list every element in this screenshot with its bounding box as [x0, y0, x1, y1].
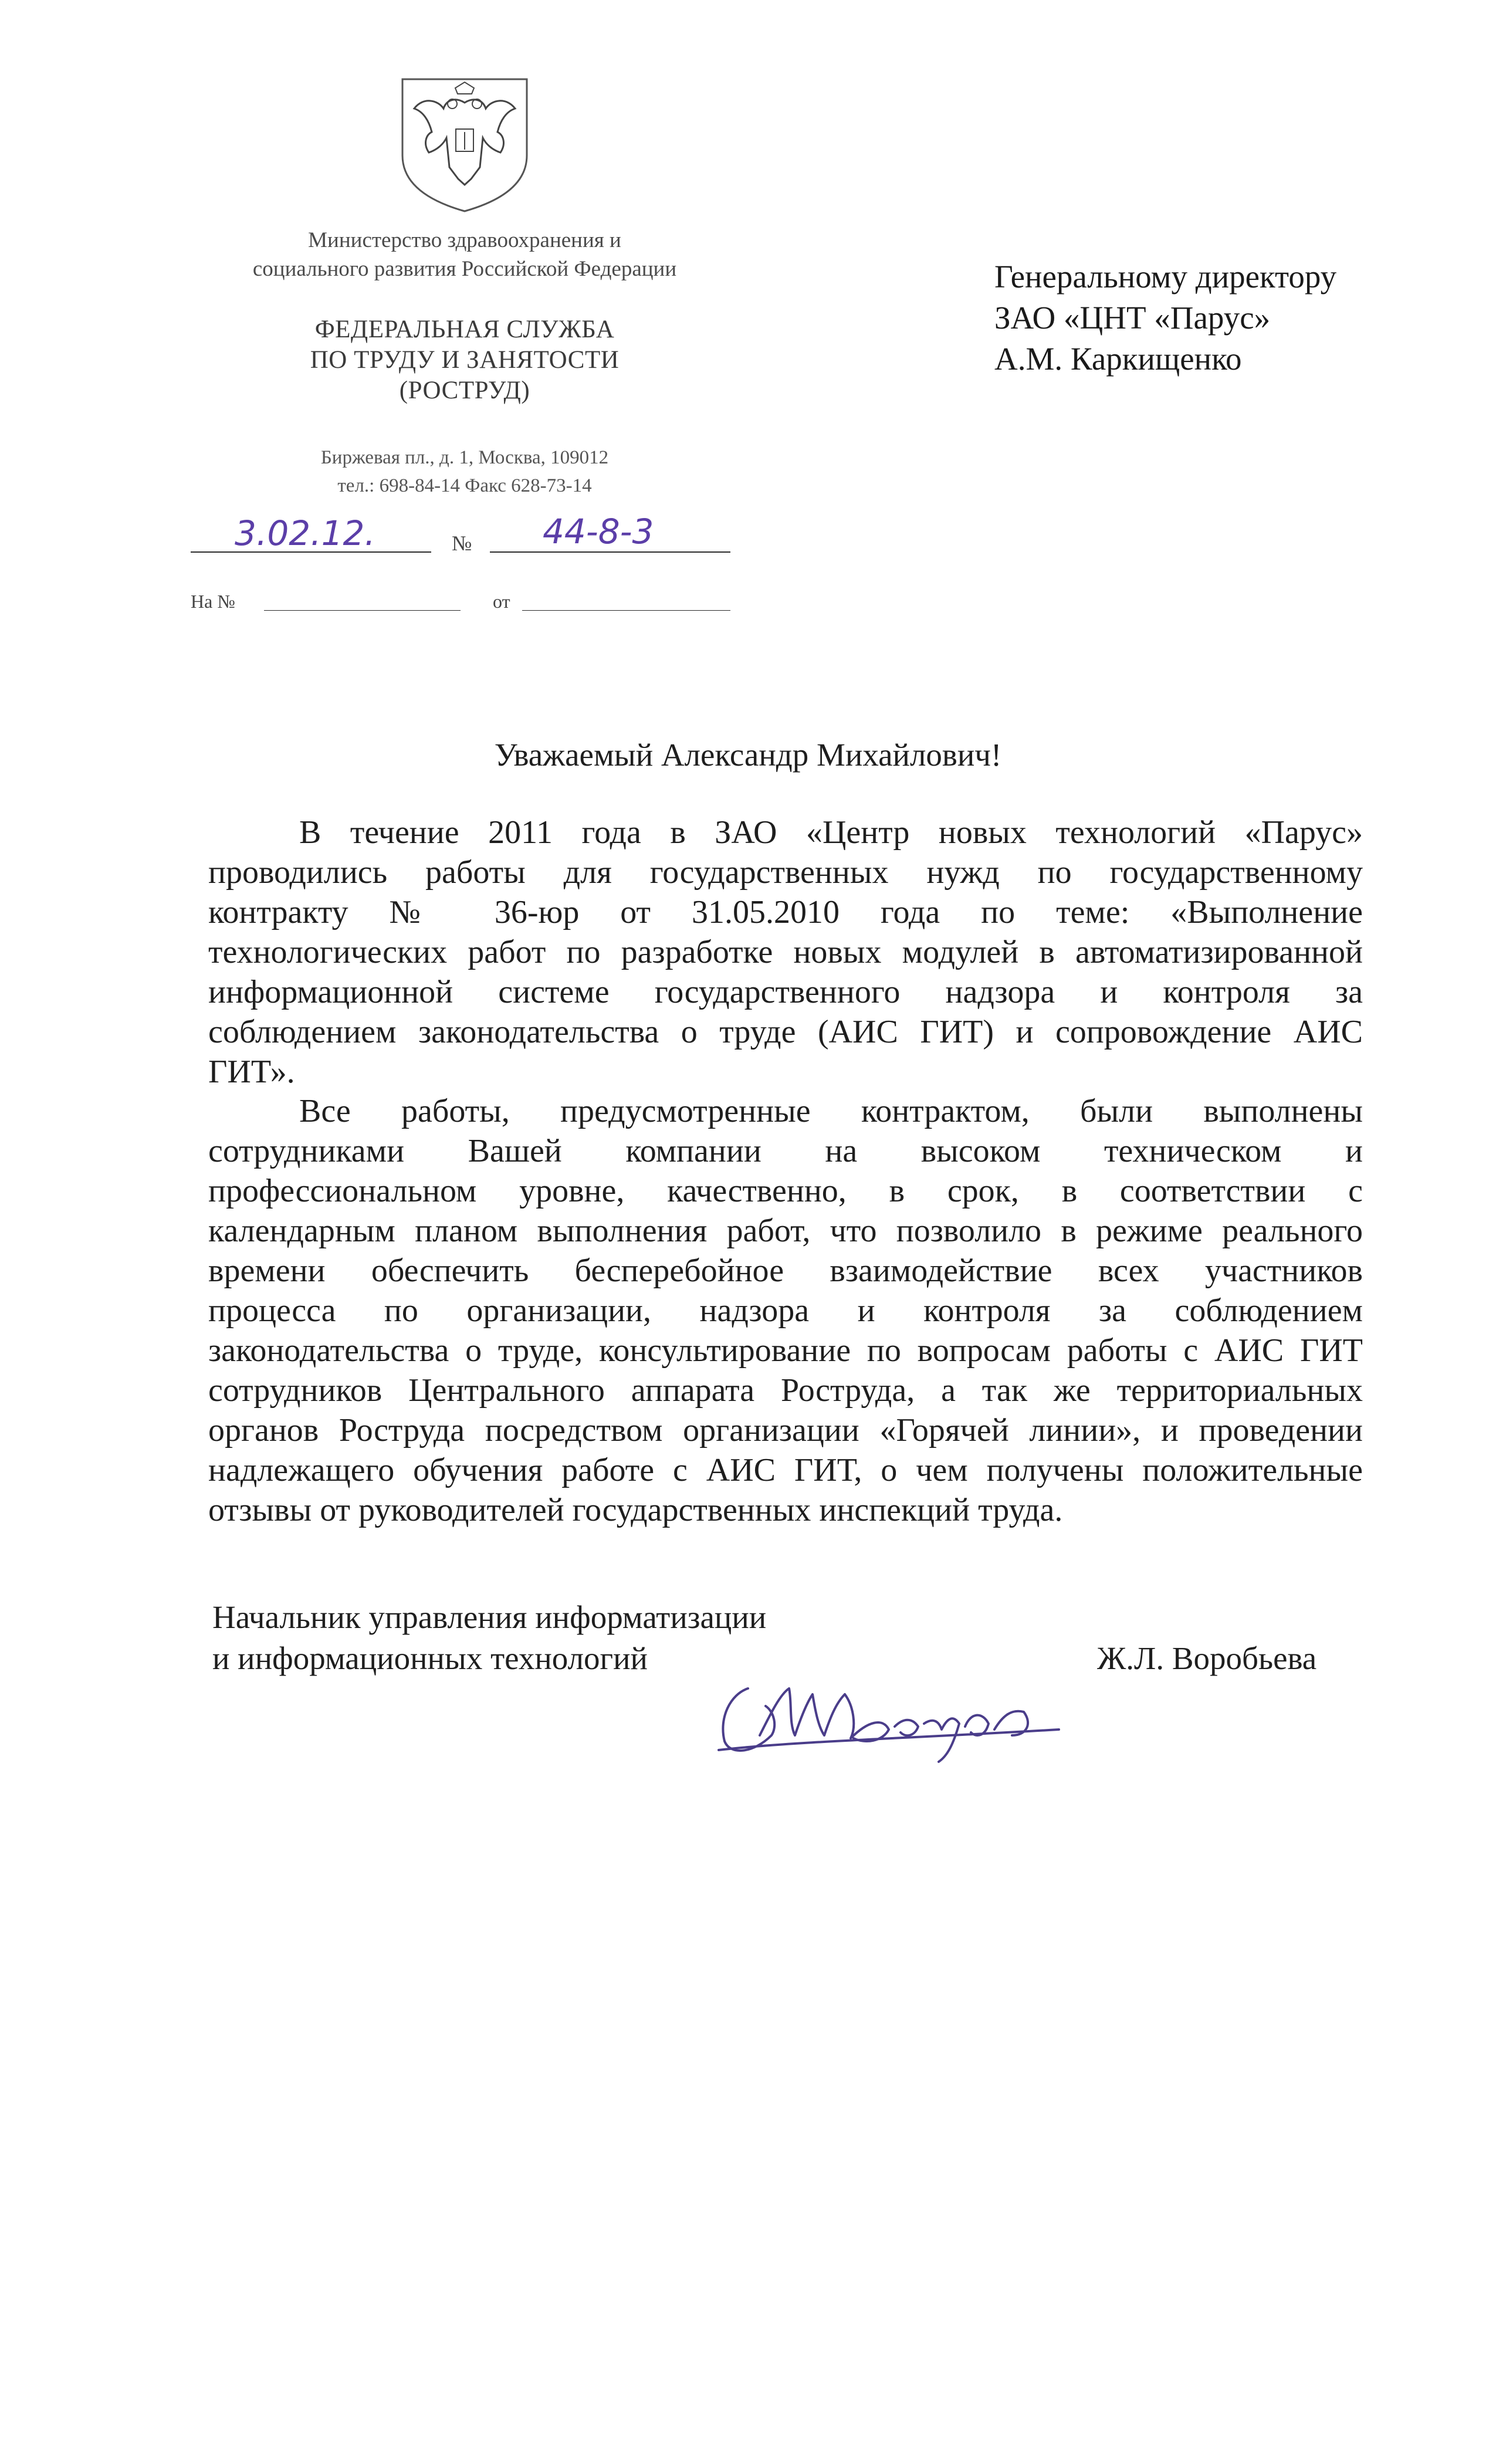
signatory-position-line-1: Начальник управления информатизации: [212, 1599, 767, 1635]
paragraph-line: законодательства о труде, консультирование по вопросам работы с АИС ГИТ: [208, 1332, 1363, 1369]
ministry-line-1: Министерство здравоохранения и: [308, 228, 621, 252]
paragraph-line: ГИТ».: [208, 1054, 295, 1090]
paragraph-line: технологических работ по разработке новых модулей в автоматизированной: [208, 934, 1363, 970]
number-label: №: [452, 532, 472, 555]
body-paragraph-1: [208, 813, 1363, 1092]
agency-line-1: ФЕДЕРАЛЬНАЯ СЛУЖБА: [314, 316, 615, 343]
ministry-line-2: социального развития Российской Федерации: [252, 257, 677, 281]
from-date-underline: [522, 610, 730, 611]
recipient-company: ЗАО «ЦНТ «Парус»: [994, 300, 1271, 336]
handwritten-signature: [707, 1647, 1071, 1765]
number-underline: [490, 551, 730, 553]
paragraph-line: соблюдением законодательства о труде (АИС ГИТ) и сопровождение АИС: [208, 1014, 1363, 1050]
paragraph-line: процесса по организации, надзора и контроля за соблюдением: [208, 1292, 1363, 1329]
paragraph-line: отзывы от руководителей государственных инспекций труда.: [208, 1492, 1063, 1528]
paragraph-line: контракту № 36-юр от 31.05.2010 года по теме: «Выполнение: [208, 894, 1363, 930]
reply-number-underline: [264, 610, 461, 611]
paragraph-line: надлежащего обучения работе с АИС ГИТ, о чем получены положительные: [208, 1452, 1363, 1488]
handwritten-number: 44-8-3: [543, 512, 654, 551]
signatory-position-line-2: и информационных технологий: [212, 1640, 648, 1676]
paragraph-line: профессиональном уровне, качественно, в срок, в соответствии с: [208, 1173, 1363, 1209]
paragraph-line: сотрудниками Вашей компании на высоком техническом и: [208, 1133, 1363, 1169]
reply-label: На №: [191, 591, 235, 612]
phone-fax-line: тел.: 698-84-14 Факс 628-73-14: [337, 475, 592, 496]
paragraph-line: органов Роструда посредством организации «Горячей линии», и проведении: [208, 1412, 1363, 1448]
paragraph-line: В течение 2011 года в ЗАО «Центр новых технологий «Парус»: [299, 814, 1363, 851]
signatory-name: Ж.Л. Воробьева: [1097, 1640, 1317, 1676]
recipient-name: А.М. Каркищенко: [994, 341, 1242, 377]
paragraph-line: календарным планом выполнения работ, что позволило в режиме реального: [208, 1213, 1363, 1249]
paragraph-line: Все работы, предусмотренные контрактом, были выполнены: [299, 1093, 1363, 1129]
paragraph-line: времени обеспечить бесперебойное взаимодействие всех участников: [208, 1253, 1363, 1289]
from-label: от: [493, 591, 510, 612]
paragraph-line: сотрудников Центрального аппарата Роструда, а так же территориальных: [208, 1372, 1363, 1409]
body-paragraph-2: [208, 1091, 1363, 1530]
coat-of-arms-emblem: [397, 67, 533, 214]
paragraph-line: информационной системе государственного надзора и контроля за: [208, 974, 1363, 1010]
salutation: Уважаемый Александр Михайлович!: [494, 737, 1002, 773]
agency-line-2: ПО ТРУДУ И ЗАНЯТОСТИ: [310, 346, 620, 374]
handwritten-date: 3.02.12.: [235, 513, 375, 553]
recipient-title: Генеральному директору: [994, 259, 1337, 295]
agency-line-3: (РОСТРУД): [399, 377, 530, 404]
address-line: Биржевая пл., д. 1, Москва, 109012: [320, 447, 609, 468]
paragraph-line: проводились работы для государственных нужд по государственному: [208, 854, 1363, 891]
